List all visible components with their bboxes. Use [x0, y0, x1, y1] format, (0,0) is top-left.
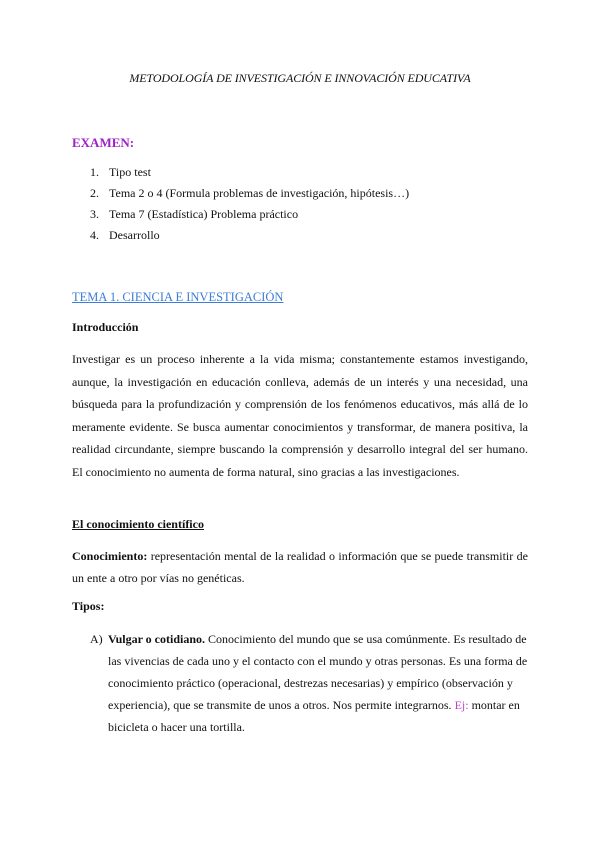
definition-term: Conocimiento: [72, 549, 148, 563]
list-number: 3. [90, 207, 99, 221]
tipos-heading: Tipos: [72, 599, 105, 613]
list-item [90, 206, 409, 227]
definition-paragraph [72, 545, 528, 589]
list-text: Desarrollo [109, 228, 160, 242]
list-text: Tema 7 (Estadística) Problema práctico [109, 207, 299, 221]
document-header: METODOLOGÍA DE INVESTIGACIÓN E INNOVACIÓN EDUCATIVA [129, 71, 471, 85]
list-text: Tipo test [109, 165, 151, 179]
list-number: 2. [90, 186, 99, 200]
example-text: montar en bicicleta o hacer una tortilla. [108, 698, 520, 734]
list-number: 1. [90, 165, 99, 179]
list-text: Tema 2 o 4 (Formula problemas de investigación, hipótesis…) [109, 186, 410, 200]
list-item [90, 185, 409, 206]
list-item [90, 227, 409, 248]
conocimiento-heading: El conocimiento científico [72, 517, 204, 531]
section-title-tema1[interactable]: TEMA 1. CIENCIA E INVESTIGACIÓN [72, 290, 284, 304]
exam-list [90, 164, 409, 248]
intro-paragraph: Investigar es un proceso inherente a la vida misma; constantemente estamos investigando, aunque, la investigación en educación conlleva, además de un interés y una necesidad, una búsqueda para la profundización y comprensión de los fenómenos educativos, más allá de lo meramente evidente. Se busca aumentar conocimientos y transformar, de manera positiva, la realidad circundante, siempre buscando la comprensión y desarrollo integral del ser humano. El conocimiento no aumenta de forma natural, sino gracias a las investigaciones. [72, 352, 528, 479]
list-item-body [108, 628, 528, 738]
list-item [90, 164, 409, 185]
list-item-a [90, 628, 528, 738]
list-number: 4. [90, 228, 99, 242]
item-text: Conocimiento del mundo que se usa comúnmente. Es resultado de las vivencias de cada uno y el contacto con el mundo y otras personas. Es una forma de conocimiento práctico (operacional, destrezas necesarias) y empírico (observación y experiencia), que se transmite de unos a otros. Nos permite integrarnos. [108, 632, 528, 712]
intro-heading: Introducción [72, 320, 139, 334]
item-term: Vulgar o cotidiano. [108, 632, 206, 646]
exam-title: EXAMEN: [72, 135, 135, 150]
list-marker: A) [90, 632, 103, 646]
example-label: Ej: [454, 698, 469, 712]
definition-text: representación mental de la realidad o información que se puede transmitir de un ente a otro por vías no genéticas. [72, 549, 528, 585]
